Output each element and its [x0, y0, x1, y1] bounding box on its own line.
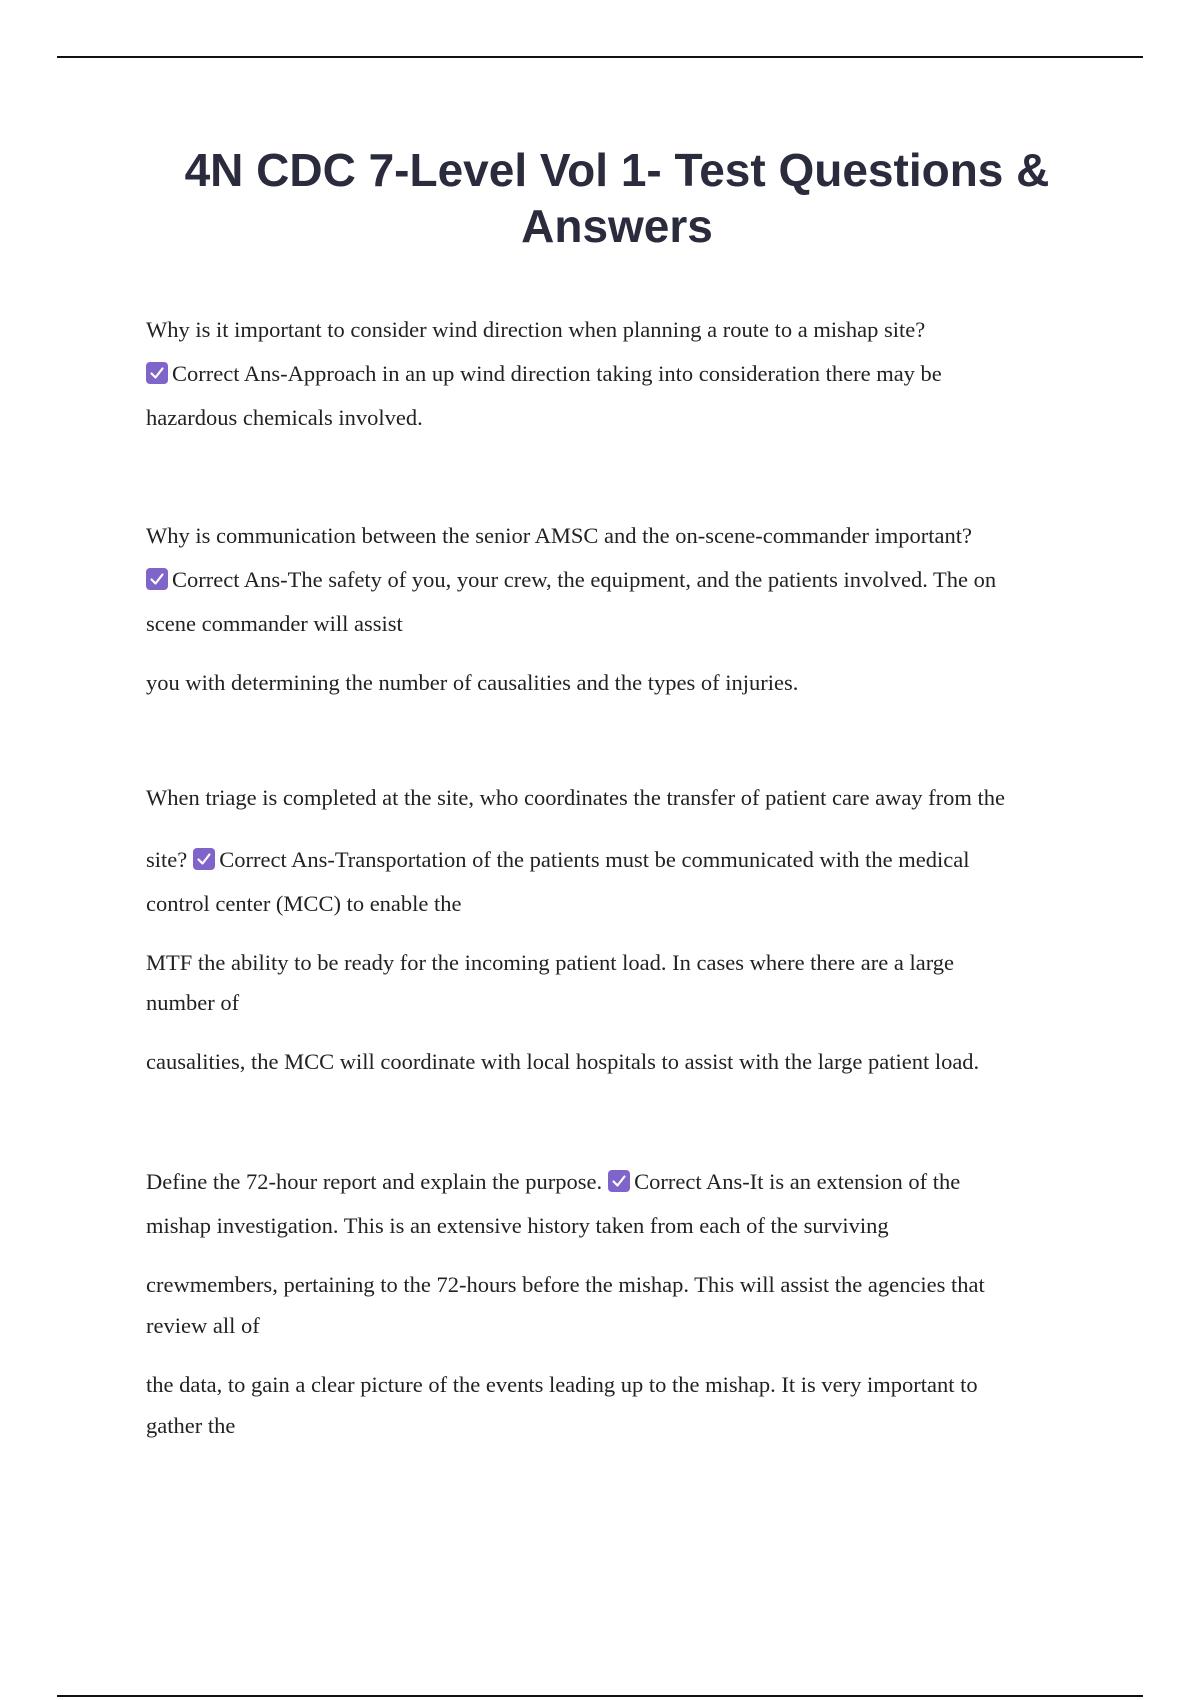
checkbox-check-icon — [146, 568, 168, 590]
qa-3-answer-line-5: causalities, the MCC will coordinate with local hospitals to assist with the large patient load. — [146, 1049, 980, 1074]
qa-2-answer-line-1: Correct Ans-The safety of you, your crew, the equipment, and the patients involved. The on — [146, 565, 996, 595]
document-title — [100, 142, 1134, 254]
title-line-2: Answers — [521, 200, 713, 252]
qa-4-answer-line-4: review all of — [146, 1313, 260, 1338]
qa-1-answer-line-2: hazardous chemicals involved. — [146, 405, 423, 430]
checkbox-check-icon — [146, 362, 168, 384]
qa-4-answer-line-2: mishap investigation. This is an extensive history taken from each of the surviving — [146, 1213, 889, 1238]
qa-4-answer-line-5: the data, to gain a clear picture of the events leading up to the mishap. It is very important to — [146, 1372, 978, 1397]
top-rule — [57, 56, 1143, 58]
bottom-rule — [57, 1695, 1143, 1697]
qa-2-question: Why is communication between the senior AMSC and the on-scene-commander important? — [146, 523, 973, 548]
qa-1-answer-line-1: Correct Ans-Approach in an up wind direction taking into consideration there may be — [146, 359, 942, 389]
checkbox-check-icon — [193, 848, 215, 870]
qa-2-answer-line-3: you with determining the number of causalities and the types of injuries. — [146, 670, 799, 695]
qa-4-answer-line-6: gather the — [146, 1413, 236, 1438]
qa-4-question: Define the 72-hour report and explain the purpose. Correct Ans-It is an extension of the — [146, 1169, 961, 1194]
qa-3-answer-line-4: number of — [146, 990, 240, 1015]
qa-4-answer-line-3: crewmembers, pertaining to the 72-hours before the mishap. This will assist the agencies that — [146, 1272, 985, 1297]
qa-2-answer-line-2: scene commander will assist — [146, 611, 403, 636]
checkbox-check-icon — [608, 1170, 630, 1192]
qa-3-answer-line-2: control center (MCC) to enable the — [146, 891, 462, 916]
qa-3-question-line-1: When triage is completed at the site, who coordinates the transfer of patient care away from the — [146, 785, 1006, 810]
qa-3-answer-line-3: MTF the ability to be ready for the incoming patient load. In cases where there are a large — [146, 950, 955, 975]
qa-3-question-line-2: site? Correct Ans-Transportation of the patients must be communicated with the medical — [146, 847, 970, 872]
qa-1-question: Why is it important to consider wind direction when planning a route to a mishap site? — [146, 317, 926, 342]
title-line-1: 4N CDC 7-Level Vol 1- Test Questions & — [184, 144, 1050, 196]
